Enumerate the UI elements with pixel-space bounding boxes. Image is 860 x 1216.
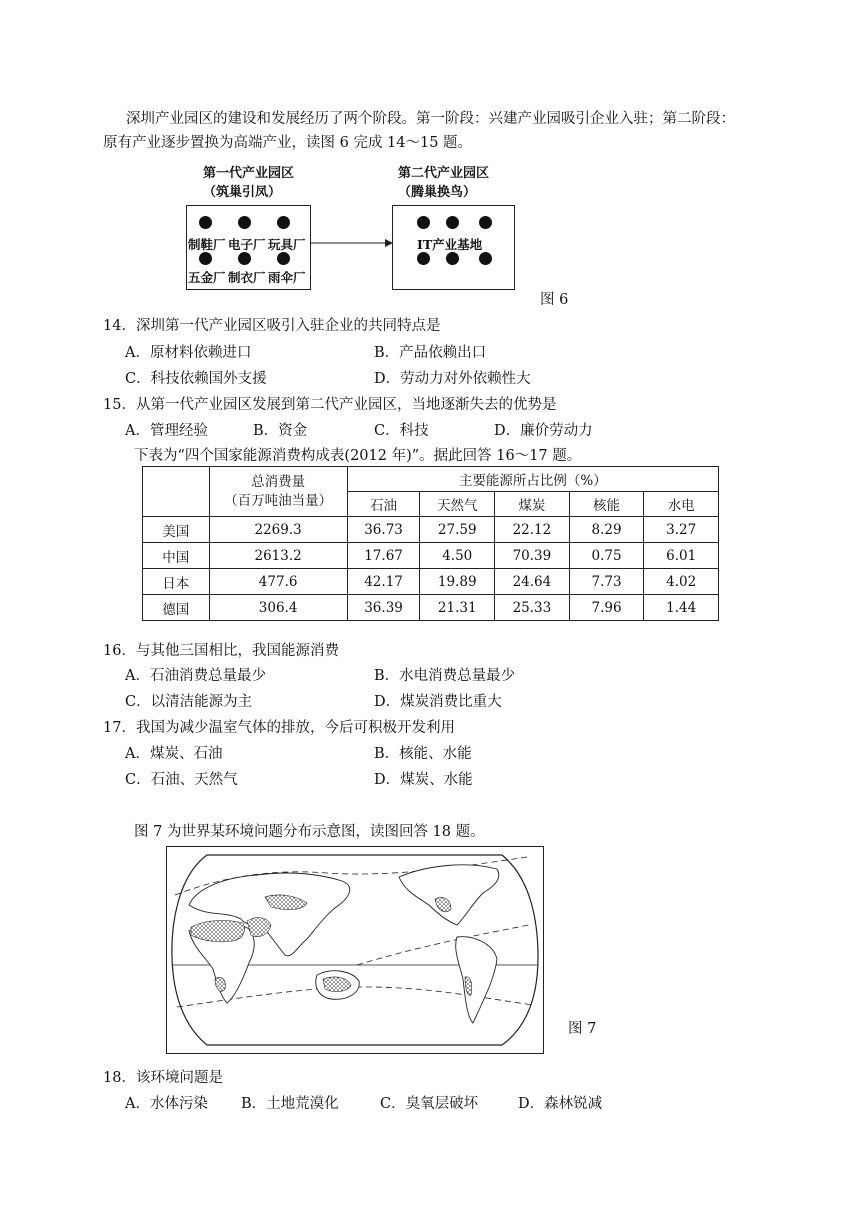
- country-cell: 德国: [143, 595, 210, 621]
- factory-label: 玩具厂: [268, 237, 306, 252]
- table-intro: 下表为“四个国家能源消费构成表(2012 年)”。据此回答 16～17 题。: [134, 448, 582, 464]
- factory-dot: [199, 216, 212, 229]
- q15-option-b[interactable]: B．资金: [253, 423, 308, 439]
- factory-dot: [277, 216, 290, 229]
- value-cell: 27.59: [420, 517, 495, 543]
- value-cell: 3.27: [644, 517, 719, 543]
- total-cell: 306.4: [209, 595, 347, 621]
- park2-box: [392, 205, 515, 290]
- value-cell: 21.31: [420, 595, 495, 621]
- q16-stem: 16．与其他三国相比，我国能源消费: [103, 643, 339, 659]
- q18-option-a[interactable]: A．水体污染: [125, 1096, 208, 1112]
- value-cell: 4.50: [420, 543, 495, 569]
- value-cell: 17.67: [347, 543, 420, 569]
- park1-title: 第一代产业园区: [203, 166, 295, 181]
- factory-dot: [277, 252, 290, 265]
- total-cell: 477.6: [209, 569, 347, 595]
- value-cell: 70.39: [495, 543, 570, 569]
- it-dot: [479, 216, 492, 229]
- q17-option-d[interactable]: D．煤炭、水能: [374, 772, 473, 788]
- q18-stem: 18．该环境问题是: [103, 1070, 223, 1086]
- it-dot: [446, 252, 459, 265]
- q16-option-d[interactable]: D．煤炭消费比重大: [374, 694, 502, 710]
- park1-subtitle: （筑巢引凤）: [203, 185, 282, 200]
- value-cell: 22.12: [495, 517, 570, 543]
- it-dot: [479, 252, 492, 265]
- q17-option-b[interactable]: B．核能、水能: [374, 746, 472, 762]
- total-header-line1: 总消费量: [251, 473, 306, 490]
- value-cell: 4.02: [644, 569, 719, 595]
- country-cell: 美国: [143, 517, 210, 543]
- country-cell: 日本: [143, 569, 210, 595]
- it-base-label: IT产业基地: [417, 237, 483, 252]
- intro-line-2: 原有产业逐步置换为高端产业，读图 6 完成 14～15 题。: [103, 135, 473, 151]
- factory-dot: [238, 216, 251, 229]
- value-cell: 19.89: [420, 569, 495, 595]
- q14-option-c[interactable]: C．科技依赖国外支援: [125, 371, 267, 387]
- table-row: [143, 569, 719, 595]
- q16-option-a[interactable]: A．石油消费总量最少: [125, 668, 266, 684]
- q15-option-c[interactable]: C．科技: [374, 423, 429, 439]
- value-cell: 24.64: [495, 569, 570, 595]
- figure-6-caption: 图 6: [540, 292, 569, 308]
- world-desertification-map: [166, 846, 544, 1054]
- total-header: [209, 467, 347, 517]
- q14-option-d[interactable]: D．劳动力对外依赖性大: [374, 371, 531, 387]
- q14-stem: 14．深圳第一代产业园区吸引入驻企业的共同特点是: [103, 318, 441, 334]
- park2-subtitle: （腾巢换鸟）: [398, 185, 477, 200]
- total-header-line2: （百万吨油当量）: [224, 492, 333, 509]
- figure-7-caption: 图 7: [568, 1021, 597, 1037]
- value-cell: 1.44: [644, 595, 719, 621]
- q18-option-b[interactable]: B．土地荒漠化: [241, 1096, 339, 1112]
- value-cell: 25.33: [495, 595, 570, 621]
- value-cell: 0.75: [569, 543, 644, 569]
- value-cell: 36.39: [347, 595, 420, 621]
- map-intro: 图 7 为世界某环境问题分布示意图，读图回答 18 题。: [134, 824, 485, 840]
- park2-title: 第二代产业园区: [398, 166, 490, 181]
- factory-label: 制鞋厂: [188, 237, 226, 252]
- value-cell: 8.29: [569, 517, 644, 543]
- q15-option-a[interactable]: A．管理经验: [125, 423, 208, 439]
- source-header: 水电: [644, 492, 719, 517]
- value-cell: 7.73: [569, 569, 644, 595]
- q18-option-c[interactable]: C．臭氧层破坏: [380, 1096, 479, 1112]
- value-cell: 42.17: [347, 569, 420, 595]
- world-map-svg: [167, 847, 542, 1052]
- table-row: [143, 543, 719, 569]
- source-header: 核能: [569, 492, 644, 517]
- table-row: [143, 595, 719, 621]
- it-dot: [446, 216, 459, 229]
- intro-line-1: 深圳产业园区的建设和发展经历了两个阶段。第一阶段：兴建产业园吸引企业入驻；第二阶段：: [126, 111, 735, 127]
- q16-option-c[interactable]: C．以清洁能源为主: [125, 694, 253, 710]
- desert-area: [191, 920, 245, 941]
- factory-label: 雨伞厂: [268, 270, 306, 285]
- transition-arrow: [311, 236, 393, 250]
- q18-option-d[interactable]: D．森林锐减: [518, 1096, 603, 1112]
- source-header: 石油: [347, 492, 420, 517]
- q17-option-a[interactable]: A．煤炭、石油: [125, 746, 223, 762]
- q14-option-a[interactable]: A．原材料依赖进口: [125, 345, 252, 361]
- q14-option-b[interactable]: B．产品依赖出口: [374, 345, 487, 361]
- factory-label: 五金厂: [188, 270, 226, 285]
- source-header: 煤炭: [495, 492, 570, 517]
- q16-option-b[interactable]: B．水电消费总量最少: [374, 668, 516, 684]
- country-cell: 中国: [143, 543, 210, 569]
- it-dot: [417, 252, 430, 265]
- energy-consumption-table: [142, 466, 719, 621]
- it-dot: [417, 216, 430, 229]
- source-header: 天然气: [420, 492, 495, 517]
- factory-dot: [199, 252, 212, 265]
- corner-cell: [143, 467, 210, 517]
- park1-box: [186, 205, 311, 290]
- ratio-header: 主要能源所占比例（%）: [347, 467, 718, 492]
- value-cell: 36.73: [347, 517, 420, 543]
- q15-option-d[interactable]: D．廉价劳动力: [494, 423, 593, 439]
- q15-stem: 15．从第一代产业园区发展到第二代产业园区，当地逐渐失去的优势是: [103, 397, 557, 413]
- q17-option-c[interactable]: C．石油、天然气: [125, 772, 238, 788]
- factory-label: 电子厂: [228, 237, 266, 252]
- value-cell: 6.01: [644, 543, 719, 569]
- total-cell: 2613.2: [209, 543, 347, 569]
- table-row: [143, 517, 719, 543]
- factory-label: 制衣厂: [228, 270, 266, 285]
- value-cell: 7.96: [569, 595, 644, 621]
- factory-dot: [238, 252, 251, 265]
- total-cell: 2269.3: [209, 517, 347, 543]
- q17-stem: 17．我国为减少温室气体的排放，今后可积极开发利用: [103, 720, 455, 736]
